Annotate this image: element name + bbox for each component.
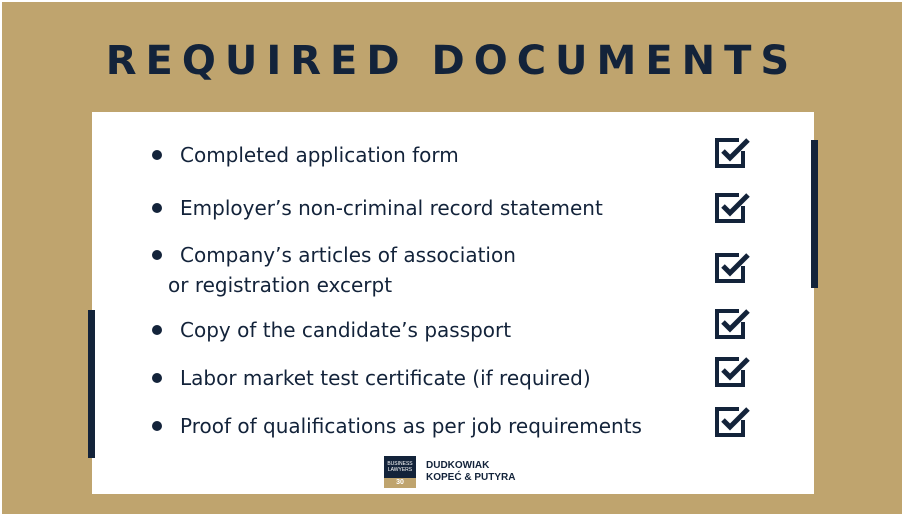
item-text bbox=[168, 240, 516, 300]
item-text: Proof of qualifications as per job requirements bbox=[180, 414, 642, 438]
logo-badge-years: 30 YEARS bbox=[384, 478, 416, 488]
item-text: Completed application form bbox=[180, 143, 459, 167]
list-item bbox=[152, 193, 603, 223]
list-item bbox=[152, 411, 642, 441]
checkbox-checked-icon bbox=[713, 404, 751, 440]
item-text: Employer’s non-criminal record statement bbox=[180, 196, 603, 220]
company-logo bbox=[384, 456, 516, 496]
checkbox-checked-icon bbox=[713, 306, 751, 342]
checkbox-checked-icon bbox=[713, 354, 751, 390]
bullet-icon bbox=[152, 203, 162, 213]
list-item bbox=[152, 240, 516, 300]
list-item bbox=[152, 315, 511, 345]
logo-name bbox=[426, 460, 515, 484]
accent-bar-left bbox=[88, 310, 95, 458]
bullet-icon bbox=[152, 250, 162, 260]
logo-badge-line1: BUSINESS bbox=[387, 461, 413, 467]
bullet-icon bbox=[152, 421, 162, 431]
list-item bbox=[152, 140, 459, 170]
bullet-icon bbox=[152, 325, 162, 335]
logo-badge-line2: LAWYERS bbox=[387, 467, 413, 473]
item-text-line1: Company’s articles of association bbox=[180, 243, 516, 267]
logo-badge bbox=[384, 456, 416, 496]
logo-name-line1: DUDKOWIAK bbox=[426, 460, 490, 471]
item-text: Copy of the candidate’s passport bbox=[180, 318, 512, 342]
checkbox-checked-icon bbox=[713, 135, 751, 171]
checkbox-checked-icon bbox=[713, 190, 751, 226]
item-text-line2: or registration excerpt bbox=[168, 273, 393, 297]
checkbox-checked-icon bbox=[713, 250, 751, 286]
logo-name-line2: KOPEĆ & PUTYRA bbox=[426, 472, 516, 483]
bullet-icon bbox=[152, 373, 162, 383]
item-text: Labor market test certificate (if required) bbox=[180, 366, 591, 390]
bullet-icon bbox=[152, 150, 162, 160]
list-item bbox=[152, 363, 591, 393]
accent-bar-right bbox=[811, 140, 818, 288]
page-title: REQUIRED DOCUMENTS bbox=[105, 38, 799, 84]
